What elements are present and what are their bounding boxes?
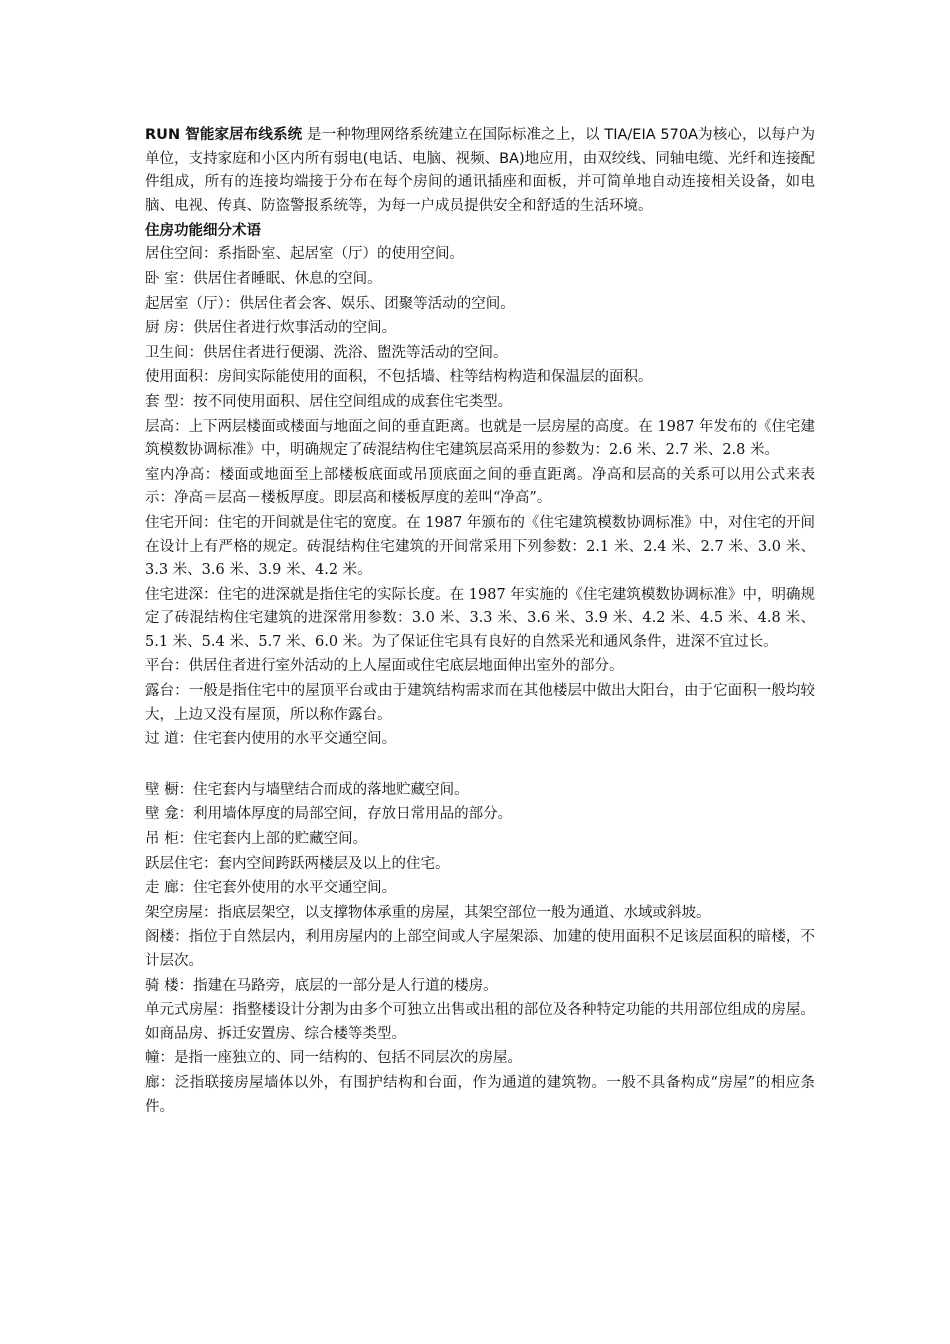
term-entry: 卫生间：供居住者进行便溺、洗浴、盥洗等活动的空间。: [145, 344, 508, 361]
term-entry: 跃层住宅：套内空间跨跃两楼层及以上的住宅。: [145, 855, 450, 872]
blank-line: [145, 753, 815, 779]
term-entry: 室内净高：楼面或地面至上部楼板底面或吊顶底面之间的垂直距离。净高和层高的关系可以用公式来表示：净高＝层高－楼板厚度。即层高和楼板厚度的差叫“净高”。: [145, 466, 815, 507]
term-list-group-1: [145, 243, 815, 751]
intro-text-b: 为核心，以每户为单位，支持家庭和小区内所有弱电(电话、电脑、视频、: [145, 127, 816, 167]
term-entry: 吊 柜：住宅套内上部的贮藏空间。: [145, 831, 368, 848]
term-entry: 走 廊：住宅套外使用的水平交通空间。: [145, 880, 397, 897]
term-entry: 厨 房：供居住者进行炊事活动的空间。: [145, 320, 397, 337]
term-entry: 起居室（厅）：供居住者会客、娱乐、团聚等活动的空间。: [145, 295, 515, 312]
term-entry: 单元式房屋：指整楼设计分割为由多个可独立出售或出租的部位及各种特定功能的共用部位组成的房屋。如商品房、拆迁安置房、综合楼等类型。: [145, 1002, 815, 1042]
term-entry: 层高：上下两层楼面或楼面与地面之间的垂直距离。也就是一层房屋的高度。在 1987 年发布的《住宅建筑模数协调标准》中，明确规定了砖混结构住宅建筑层高采用的参数为：2.6 米、2.7 米、2.8 米。: [145, 418, 815, 459]
term-entry: 壁 橱：住宅套内与墙壁结合而成的落地贮藏空间。: [145, 781, 469, 798]
term-entry: 廊：泛指联接房屋墙体以外，有围护结构和台面，作为通道的建筑物。一般不具备构成“房屋”的相应条件。: [145, 1074, 815, 1115]
term-entry: 架空房屋：指底层架空，以支撑物体承重的房屋，其架空部位一般为通道、水域或斜坡。: [145, 904, 711, 921]
term-entry: 使用面积：房间实际能使用的面积，不包括墙、柱等结构构造和保温层的面积。: [145, 369, 653, 386]
term-entry: 卧 室：供居住者睡眠、休息的空间。: [145, 270, 382, 287]
intro-text-a: 是一种物理网络系统建立在国际标准之上，以: [302, 127, 605, 143]
section-heading: 住房功能细分术语: [145, 222, 261, 240]
document-page: [145, 124, 815, 1120]
intro-standard: TIA/EIA 570A: [604, 127, 698, 143]
term-list-group-2: [145, 779, 815, 1119]
term-entry: 过 道：住宅套内使用的水平交通空间。: [145, 731, 397, 748]
term-entry: 居住空间：系指卧室、起居室（厅）的使用空间。: [145, 246, 464, 263]
term-entry: 露台：一般是指住宅中的屋顶平台或由于建筑结构需求而在其他楼层中做出大阳台，由于它面积一般均较大，上边又没有屋顶，所以称作露台。: [145, 683, 815, 723]
intro-text-c: )地应用，由双绞线、同轴电缆、光纤和连接配件组成，所有的连接均端接于分布在每个房间的通讯插座和面板，并可简单地自动连接相关设备，如电脑、电视、传真、防盗警报系统等，为每一户成员提供安全和舒适的生活环境。: [145, 150, 816, 214]
term-entry: 阁楼：指位于自然层内，利用房屋内的上部空间或人字屋架添、加建的使用面积不足该层面积的暗楼，不计层次。: [145, 929, 815, 969]
term-entry: 住宅开间：住宅的开间就是住宅的宽度。在 1987 年颁布的《住宅建筑模数协调标准》中，对住宅的开间在设计上有严格的规定。砖混结构住宅建筑的开间常采用下列参数：2.1 米、2.4 米、2.7 米、3.0 米、3.3 米、3.6 米、3.9 米、4.2 米。: [145, 514, 815, 579]
term-entry: 幢：是指一座独立的、同一结构的、包括不同层次的房屋。: [145, 1050, 522, 1067]
intro-title: RUN 智能家居布线系统: [145, 127, 303, 143]
term-entry: 住宅进深：住宅的进深就是指住宅的实际长度。在 1987 年实施的《住宅建筑模数协调标准》中，明确规定了砖混结构住宅建筑的进深常用参数：3.0 米、3.3 米、3.6 米、3.9 米、4.2 米、4.5 米、4.8 米、5.1 米、5.4 米、5.7 米、6.0 米。为了保证住宅具有良好的自然采光和通风条件，进深不宜过长。: [145, 586, 815, 650]
intro-paragraph: [145, 124, 815, 218]
term-entry: 套 型：按不同使用面积、居住空间组成的成套住宅类型。: [145, 393, 513, 410]
term-entry: 骑 楼：指建在马路旁，底层的一部分是人行道的楼房。: [145, 977, 498, 994]
term-entry: 壁 龛：利用墙体厚度的局部空间，存放日常用品的部分。: [145, 806, 513, 823]
intro-ba: BA: [499, 150, 519, 167]
term-entry: 平台：供居住者进行室外活动的上人屋面或住宅底层地面伸出室外的部分。: [145, 658, 624, 675]
